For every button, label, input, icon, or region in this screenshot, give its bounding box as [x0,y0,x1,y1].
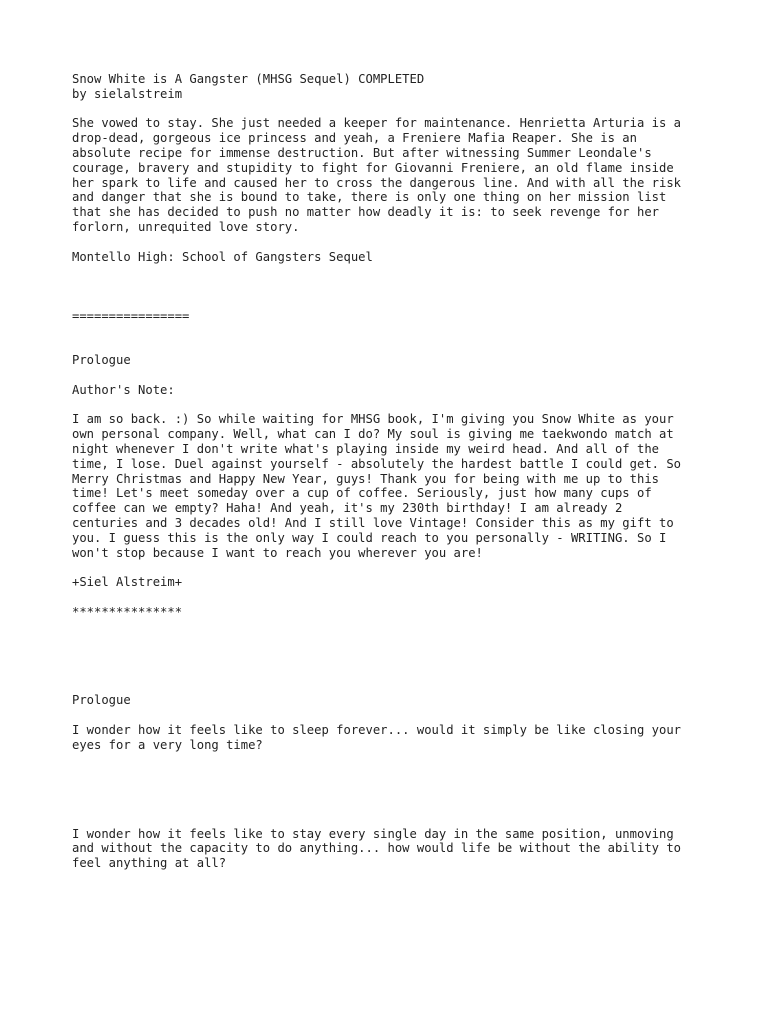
summary-line: and danger that she is bound to take, there is only one thing on her mission list [72,190,667,205]
summary-line: She vowed to stay. She just needed a keeper for maintenance. Henrietta Arturia is a [72,116,682,131]
paragraph-line: feel anything at all? [72,856,227,871]
summary-line: courage, bravery and stupidity to fight for Giovanni Freniere, an old flame inside [72,160,674,175]
note-line: I am so back. :) So while waiting for MHSG book, I'm giving you Snow White as your [72,412,674,427]
summary-line: forlorn, unrequited love story. [72,219,300,234]
document-page [72,72,712,871]
position-paragraph [72,827,712,871]
sleep-paragraph [72,723,712,753]
note-line: time! Let's meet someday over a cup of coffee. Seriously, just how many cups of [72,486,652,501]
series-line: Montello High: School of Gangsters Sequel [72,249,373,264]
note-line: coffee can we empty? Haha! And yeah, it's my 230th birthday! I am already 2 [72,501,623,516]
note-line: you. I guess this is the only way I could reach to you personally - WRITING. So I [72,530,667,545]
summary-paragraph [72,116,712,234]
stars-separator: *************** [72,604,183,619]
equals-separator: ================ [72,308,190,323]
note-line: centuries and 3 decades old! And I still love Vintage! Consider this as my gift to [72,515,674,530]
document-title: Snow White is A Gangster (MHSG Sequel) COMPLETED [72,72,425,86]
paragraph-line: I wonder how it feels like to stay every single day in the same position, unmoving [72,826,674,841]
note-line: own personal company. Well, what can I do? My soul is giving me taekwondo match at [72,427,674,442]
paragraph-line: and without the capacity to do anything... how would life be without the ability to [72,841,682,856]
summary-line: that she has decided to push no matter how deadly it is: to seek revenge for her [72,205,659,220]
authors-note-paragraph [72,412,712,560]
signature: +Siel Alstreim+ [72,575,183,590]
prologue-heading: Prologue [72,353,131,368]
note-line: Merry Christmas and Happy New Year, guys! Thank you for being with me up to this [72,471,659,486]
note-line: night whenever I don't write what's playing inside my weird head. And all of the [72,441,659,456]
prologue-heading: Prologue [72,693,131,708]
summary-line: absolute recipe for immense destruction. But after witnessing Summer Leondale's [72,145,652,160]
note-line: won't stop because I want to reach you wherever you are! [72,545,483,560]
summary-line: her spark to life and caused her to cross the dangerous line. And with all the risk [72,175,682,190]
summary-line: drop-dead, gorgeous ice princess and yeah, a Freniere Mafia Reaper. She is an [72,131,637,146]
paragraph-line: eyes for a very long time? [72,737,263,752]
paragraph-line: I wonder how it feels like to sleep forever... would it simply be like closing your [72,723,682,738]
authors-note-heading: Author's Note: [72,382,175,397]
author-byline: by sielalstreim [72,86,183,101]
note-line: time, I lose. Duel against yourself - absolutely the hardest battle I could get. So [72,456,682,471]
